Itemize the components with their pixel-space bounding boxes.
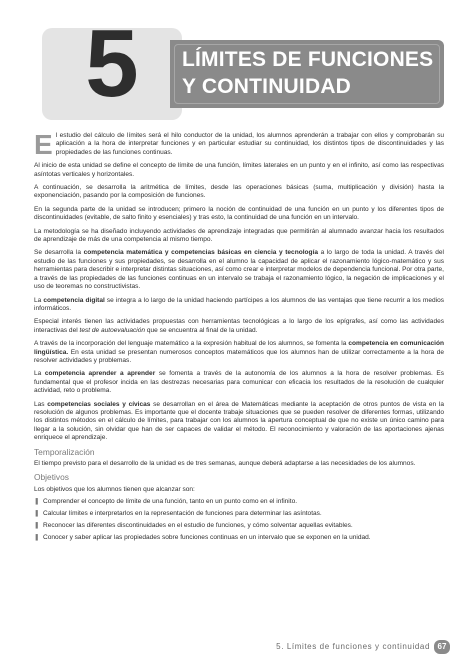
paragraph: Al inicio de esta unidad se define el concepto de límite de una función, límites laterales en un punto y en el infinito, así como las respectivas asíntotas verticales y horizontales. [34,162,444,178]
paragraph-math-competence [34,249,444,291]
text: A través de la incorporación del lenguaje matemático a la expresión habitual de los alumnos, se fomenta la [34,340,349,348]
text: Especial interés tienen las actividades propuestas con herramientas tecnológicas a lo largo de los epígrafes, así como las actividades interactivas del [34,318,444,334]
paragraph-activities [34,318,444,335]
list-item [34,522,444,530]
list-item [34,498,444,506]
bullet-icon: ❚ [34,498,40,506]
unit-title-line2: Y CONTINUIDAD [182,75,352,98]
unit-header [0,0,474,130]
paragraph: A continuación, se desarrolla la aritmética de límites, desde las operaciones básicas (suma, multiplicación y división) hasta la exponenciación, pasando por la composición de funciones. [34,184,444,200]
objective-text: Comprender el concepto de límite de una función, tanto en un punto como en el infinito. [43,498,298,506]
text: La [34,370,45,378]
section-heading-temporalizacion: Temporalización [34,446,95,457]
objectives-list [34,498,444,542]
drop-cap: E [34,129,53,160]
paragraph-social-competence [34,401,444,443]
italic-term: test de autoevaluación [79,326,146,334]
unit-number: 5 [85,10,139,117]
page-number: 67 [434,640,450,654]
text: se integra a lo largo de la unidad haciendo partícipes a los alumnos de las ventajas que tiene recurrir a los medios informáticos. [34,296,444,312]
text: a lo largo de toda la unidad. A través del estudio de las funciones y sus propiedades, se desarrolla en el alumno la capacidad de aplicar el razonamiento lógico-matemático y sus herramientas para describir e interpretar distintas situaciones, así como crear e interpretar modelos de dependencia funcional. Por otra parte, a través de las propiedades de las funciones continuas en un intervalo se trabaja el razonamiento lógico, la negación de implicaciones y el uso de teoremas no constructivistas. [34,249,445,291]
paragraph-digital-competence [34,297,444,314]
bullet-icon: ❚ [34,510,40,518]
bold-term: competencia aprender a aprender [44,370,156,378]
paragraph: En la segunda parte de la unidad se introducen; primero la noción de continuidad de una función en un punto y los diferentes tipos de discontinuidades (evitable, de salto finito y esenciales) y tras esto, la continuidad de una función en un intervalo. [34,205,444,222]
intro-paragraph [34,129,444,160]
bold-term: competencia en comunicación lingüística. [34,340,444,356]
bullet-icon: ❚ [34,522,40,530]
objective-text: Calcular límites e interpretarlos en la representación de funciones para determinar las asíntotas. [43,510,322,518]
bold-term: competencias sociales y cívicas [47,400,151,408]
objetivos-intro: Los objetivos que los alumnos tienen que alcanzar son: [34,485,195,493]
page-footer [0,640,474,660]
list-item [34,534,444,542]
text: se desarrollan en el área de Matemáticas mediante la aceptación de otros puntos de vista en la resolución de algunos problemas. Es importante que el docente trabaje situaciones que se pueden resolver de diferentes formas, utilizando los distintos métodos en el cálculo de límites, para trabajar con los alumnos la apertura conceptual de que no existe un único camino para llegar a la solución, sin olvidar que han de ser capaces de validar el método. El reconocimiento y valoración de las aportaciones ajenas enriquece el aprendizaje. [34,400,445,442]
bold-term: competencia digital [43,296,105,304]
text: que se encuentra al final de la unidad. [145,326,258,334]
bold-term: competencia matemática y competencias básicas en ciencia y tecnología [83,249,318,257]
text: se fomenta a través de la autonomía de los alumnos a la hora de resolver problemas. Es fundamental que el profesor incida en las destrezas necesarias para comunicar con eficacia los resultados de la resolución de cualquier actividad, reto o problema. [34,370,445,395]
objective-text: Conocer y saber aplicar las propiedades sobre funciones continuas en un intervalo que se exponen en la unidad. [43,533,371,541]
section-heading-objetivos: Objetivos [34,472,69,483]
list-item [34,510,444,518]
intro-text: l estudio del cálculo de límites será el hilo conductor de la unidad, los alumnos aprenderán a trabajar con ellos y comprobarán su aplicación a la hora de interpretar funciones y en particular estudiar su continuidad, los distintos tipos de discontinuidades y las propiedades de las funciones continuas. [55,132,444,156]
text: En esta unidad se presentan numerosos conceptos matemáticos que los alumnos han de utilizar correctamente a la hora de resolver actividades y problemas. [34,348,444,364]
temporalizacion-text: El tiempo previsto para el desarrollo de la unidad es de tres semanas, aunque deberá adaptarse a las necesidades de los alumnos. [34,460,416,467]
unit-title-line1: LÍMITES DE FUNCIONES [182,48,434,71]
paragraph-linguistic-competence [34,340,444,365]
bullet-icon: ❚ [34,533,40,541]
text: Las [34,400,48,408]
paragraph-learning-competence [34,370,444,395]
text: La [34,296,44,304]
text: Se desarrolla la [34,249,84,257]
footer-unit-title: 5. Límites de funciones y continuidad [276,642,430,651]
paragraph: La metodología se ha diseñado incluyendo actividades de aprendizaje integradas que permitirán al alumnado avanzar hacia los resultados de aprendizaje de más de una competencia al mismo tiempo. [34,227,444,244]
objective-text: Reconocer las diferentes discontinuidades en el estudio de funciones, y cómo solventar aquellas evitables. [43,522,353,530]
main-content [34,129,445,546]
